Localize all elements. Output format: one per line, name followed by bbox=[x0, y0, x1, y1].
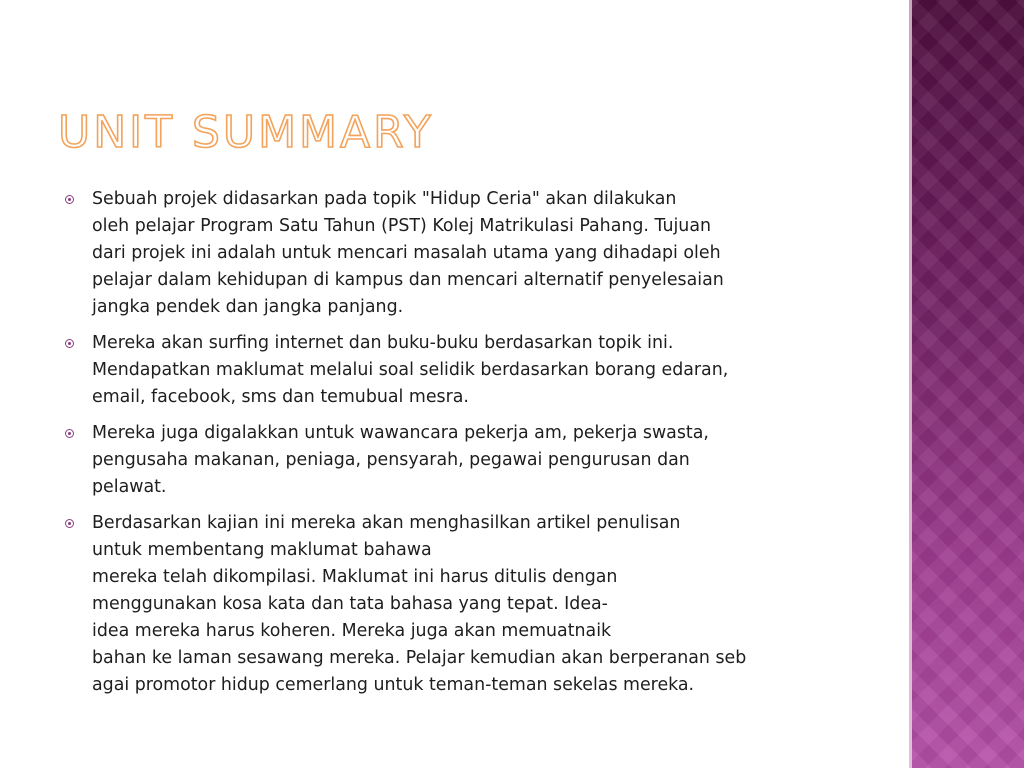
bullet-line: idea mereka harus koheren. Mereka juga akan memuatnaik bbox=[92, 621, 612, 641]
bullet-item-2 bbox=[58, 330, 858, 411]
bullet-line: Mendapatkan maklumat melalui soal selidik berdasarkan borang edaran, bbox=[92, 360, 729, 380]
bullet-line: menggunakan kosa kata dan tata bahasa yang tepat. Idea- bbox=[92, 594, 608, 614]
circle-dot-icon bbox=[65, 339, 74, 348]
bullet-line: email, facebook, sms dan temubual mesra. bbox=[92, 387, 469, 407]
bullet-list bbox=[58, 186, 858, 708]
bullet-line: untuk membentang maklumat bahawa bbox=[92, 540, 432, 560]
slide-title: UNIT SUMMARY bbox=[58, 107, 434, 158]
bullet-item-1 bbox=[58, 186, 858, 321]
bullet-line: agai promotor hidup cemerlang untuk teman-teman sekelas mereka. bbox=[92, 675, 695, 695]
bullet-line: Sebuah projek didasarkan pada topik "Hidup Ceria" akan dilakukan bbox=[92, 189, 677, 209]
circle-dot-icon bbox=[65, 195, 74, 204]
bullet-line: Mereka akan surfing internet dan buku-buku berdasarkan topik ini. bbox=[92, 333, 674, 353]
bullet-line: jangka pendek dan jangka panjang. bbox=[92, 297, 404, 317]
circle-dot-icon bbox=[65, 429, 74, 438]
bullet-line: Mereka juga digalakkan untuk wawancara pekerja am, pekerja swasta, bbox=[92, 423, 709, 443]
bullet-line: bahan ke laman sesawang mereka. Pelajar kemudian akan berperanan seb bbox=[92, 648, 747, 668]
bullet-line: dari projek ini adalah untuk mencari masalah utama yang dihadapi oleh bbox=[92, 243, 721, 263]
bullet-line: pengusaha makanan, peniaga, pensyarah, pegawai pengurusan dan bbox=[92, 450, 690, 470]
decorative-side-band bbox=[912, 0, 1024, 768]
bullet-line: pelawat. bbox=[92, 477, 167, 497]
circle-dot-icon bbox=[65, 519, 74, 528]
bullet-line: oleh pelajar Program Satu Tahun (PST) Kolej Matrikulasi Pahang. Tujuan bbox=[92, 216, 712, 236]
bullet-item-3 bbox=[58, 420, 858, 501]
bullet-line: mereka telah dikompilasi. Maklumat ini harus ditulis dengan bbox=[92, 567, 618, 587]
bullet-line: Berdasarkan kajian ini mereka akan menghasilkan artikel penulisan bbox=[92, 513, 681, 533]
bullet-item-4 bbox=[58, 510, 858, 699]
bullet-line: pelajar dalam kehidupan di kampus dan mencari alternatif penyelesaian bbox=[92, 270, 724, 290]
